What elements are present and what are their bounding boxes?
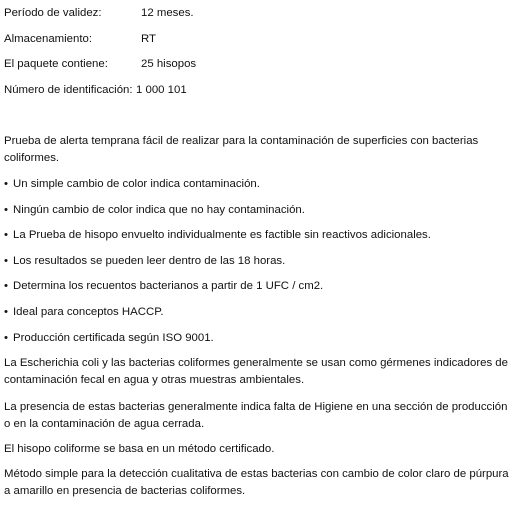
bullet-icon: • [4, 255, 8, 267]
paragraph-certified: El hisopo coliforme se basa en un método certificado. [4, 443, 275, 455]
bullet-icon: • [4, 178, 8, 190]
list-item [4, 228, 431, 243]
list-item [4, 177, 260, 192]
paragraph-hygiene: La presencia de estas bacterias generalmente indica falta de Higiene en una sección de producción o en la contaminación de agua cerrada. [4, 401, 508, 430]
spec-value-package: 25 hisopos [141, 58, 197, 70]
spec-value-storage: RT [141, 33, 156, 45]
list-item [4, 305, 164, 320]
bullet-icon: • [4, 280, 8, 292]
bullet-icon: • [4, 332, 8, 344]
spec-label-storage: Almacenamiento: [4, 33, 93, 45]
spec-value-validity: 12 meses. [141, 7, 194, 19]
list-item [4, 331, 214, 346]
intro-paragraph: Prueba de alerta temprana fácil de realizar para la contaminación de superficies con bacterias coliformes. [4, 135, 479, 164]
bullet-icon: • [4, 229, 8, 241]
list-item [4, 279, 323, 294]
bullet-icon: • [4, 204, 8, 216]
spec-label-package: El paquete contiene: [4, 58, 108, 70]
bullet-text: Un simple cambio de color indica contaminación. [13, 178, 260, 190]
paragraph-method: Método simple para la detección cualitativa de estas bacterias con cambio de color claro de púrpura a amarillo en presencia de bacterias coliformes. [4, 468, 509, 497]
list-item [4, 203, 305, 218]
bullet-text: Ningún cambio de color indica que no hay contaminación. [13, 204, 305, 216]
bullet-text: Ideal para conceptos HACCP. [13, 306, 164, 318]
bullet-text: Determina los recuentos bacterianos a partir de 1 UFC / cm2. [13, 280, 324, 292]
bullet-icon: • [4, 306, 8, 318]
paragraph-ecoli: La Escherichia coli y las bacterias coliformes generalmente se usan como gérmenes indicadores de contaminación fecal en agua y otras muestras ambientales. [4, 357, 508, 386]
list-item [4, 254, 285, 269]
bullet-text: Producción certificada según ISO 9001. [13, 332, 214, 344]
spec-value-id: 1 000 101 [136, 84, 187, 96]
bullet-text: Los resultados se pueden leer dentro de las 18 horas. [13, 255, 286, 267]
bullet-text: La Prueba de hisopo envuelto individualmente es factible sin reactivos adicionales. [13, 229, 431, 241]
spec-label-id: Número de identificación: [4, 84, 133, 96]
spec-label-validity: Período de validez: [4, 7, 102, 19]
